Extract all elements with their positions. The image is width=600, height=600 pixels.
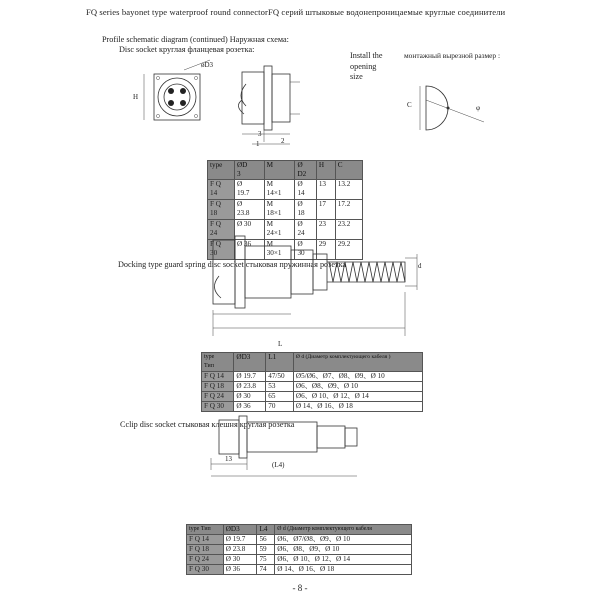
- cell: 70: [266, 402, 294, 412]
- cell: Ø 23.8: [234, 200, 264, 220]
- cell: Ø 14、Ø 16、Ø 18: [275, 565, 412, 575]
- cell: 75: [257, 555, 275, 565]
- table-row: [202, 372, 423, 382]
- dim-2: 2: [281, 137, 285, 145]
- cell: 29.2: [335, 240, 362, 260]
- dim-l: 1: [256, 140, 260, 148]
- cell: F Q 14: [202, 372, 234, 382]
- page-number: - 8 -: [292, 583, 308, 593]
- col-d2: Ø D2: [295, 161, 316, 180]
- page-header: [86, 7, 505, 17]
- cell: Ø 23.8: [223, 545, 257, 555]
- cell: 56: [257, 535, 275, 545]
- install-label-ru: монтажный вырезной размер :: [404, 51, 500, 60]
- docking-label: Docking type guard spring disc socket стыковая пружинная розетка: [118, 260, 347, 269]
- cell: Ø 30: [234, 220, 264, 240]
- cell: 23.2: [335, 220, 362, 240]
- table-header-row: [187, 525, 412, 535]
- install-label-opening: opening: [350, 62, 377, 71]
- dim-l-main: L: [278, 340, 283, 348]
- cell: F Q 24: [202, 392, 234, 402]
- table-row: [187, 535, 412, 545]
- cell: M 14×1: [264, 180, 295, 200]
- docking-spec-table: [201, 352, 423, 412]
- cell: Ø 36: [234, 240, 264, 260]
- cell: Ø 19.7: [234, 372, 266, 382]
- cell: F Q 30: [208, 240, 235, 260]
- cell: F Q 30: [187, 565, 224, 575]
- table-row: [202, 392, 423, 402]
- cell: Ø6、Ø 10、Ø 12、Ø 14: [275, 555, 412, 565]
- cell: Ø 24: [295, 220, 316, 240]
- cell: M 30×1: [264, 240, 295, 260]
- cell: 17: [316, 200, 335, 220]
- cell: Ø 14、Ø 16、Ø 18: [293, 402, 422, 412]
- cell: F Q 24: [187, 555, 224, 565]
- panel-cutout-view: [412, 82, 502, 142]
- cell: Ø 18: [295, 200, 316, 220]
- cell: Ø 14: [295, 180, 316, 200]
- cell: F Q 18: [187, 545, 224, 555]
- table-row: [208, 200, 363, 220]
- cell: Ø6、Ø7/Ø8、Ø9、Ø 10: [275, 535, 412, 545]
- cell: Ø 30: [295, 240, 316, 260]
- table-row: [187, 565, 412, 575]
- dim-phi: φ: [476, 104, 481, 112]
- cell: 53: [266, 382, 294, 392]
- col-d3: ØD3: [234, 353, 266, 372]
- cell: 59: [257, 545, 275, 555]
- disc-socket-front-view: [140, 58, 220, 138]
- col-h: H: [316, 161, 335, 180]
- col-d3: ØD 3: [234, 161, 264, 180]
- col-c: C: [335, 161, 362, 180]
- col-cable-d: Ø d (Диаметр комплектующего кабеля: [275, 525, 412, 535]
- table-row: [187, 545, 412, 555]
- cell: 13: [316, 180, 335, 200]
- col-type: type Тип: [202, 353, 234, 372]
- header-title-en: FQ series bayonet type waterproof round connector: [86, 7, 268, 17]
- cell: F Q 14: [208, 180, 235, 200]
- cell: F Q 24: [208, 220, 235, 240]
- cell: 23: [316, 220, 335, 240]
- cell: F Q 18: [208, 200, 235, 220]
- cell: Ø 36: [234, 402, 266, 412]
- cell: 13.2: [335, 180, 362, 200]
- table-header-row: [208, 161, 363, 180]
- dim-c: C: [407, 101, 412, 109]
- dim-d3-front: øD3: [201, 61, 214, 69]
- cell: Ø6、Ø 10、Ø 12、Ø 14: [293, 392, 422, 402]
- cell: F Q 30: [202, 402, 234, 412]
- cell: Ø 36: [223, 565, 257, 575]
- cell: 65: [266, 392, 294, 402]
- col-cable-d: Ø d (Диаметр комплектующего кабеля ): [293, 353, 422, 372]
- table-row: [202, 382, 423, 392]
- table-row: [208, 180, 363, 200]
- table-row: [187, 555, 412, 565]
- dim-13: 13: [225, 455, 232, 463]
- cell: 47/50: [266, 372, 294, 382]
- cell: F Q 18: [202, 382, 234, 392]
- cell: M 24×1: [264, 220, 295, 240]
- dim-3: 3: [258, 130, 262, 138]
- dim-l4-label: (L4): [272, 461, 285, 469]
- dim-d-docking: d: [418, 262, 422, 270]
- table-header-row: [202, 353, 423, 372]
- cell: Ø 30: [223, 555, 257, 565]
- dim-h-front: H: [133, 93, 139, 101]
- cell: M 18×1: [264, 200, 295, 220]
- clip-label: Cclip disc socket стыковая клешня круглая розетка: [120, 420, 295, 429]
- table-row: [202, 402, 423, 412]
- col-m: M: [264, 161, 295, 180]
- disc-socket-side-view: [232, 60, 312, 150]
- clip-socket-drawing: [205, 412, 380, 492]
- cell: Ø 19.7: [234, 180, 264, 200]
- cell: Ø 30: [234, 392, 266, 402]
- cell: 29: [316, 240, 335, 260]
- cell: 17.2: [335, 200, 362, 220]
- section-title: Profile schematic diagram (continued) Наружная схема:: [102, 35, 289, 44]
- cell: Ø 19.7: [223, 535, 257, 545]
- cell: 74: [257, 565, 275, 575]
- install-label-size: size: [350, 72, 363, 81]
- cell: Ø5/Ø6、Ø7、Ø8、Ø9、Ø 10: [293, 372, 422, 382]
- cell: Ø 23.8: [234, 382, 266, 392]
- docking-spring-socket-drawing: [205, 232, 430, 342]
- install-label-en: Install the: [350, 51, 383, 60]
- col-l1: L1: [266, 353, 294, 372]
- col-l4: L4: [257, 525, 275, 535]
- col-d3: ØD3: [223, 525, 257, 535]
- header-title-ru: FQ серий штыковые водонепроницаемые круглые соединители: [267, 7, 506, 17]
- cell: Ø6、Ø8、Ø9、Ø 10: [275, 545, 412, 555]
- col-type: type: [208, 161, 235, 180]
- col-type: type Тип: [187, 525, 224, 535]
- section-subtitle: Disc socket круглая фланцевая розетка:: [119, 45, 255, 54]
- clip-spec-table: [186, 524, 412, 575]
- cell: Ø6、Ø8、Ø9、Ø 10: [293, 382, 422, 392]
- cell: F Q 14: [187, 535, 224, 545]
